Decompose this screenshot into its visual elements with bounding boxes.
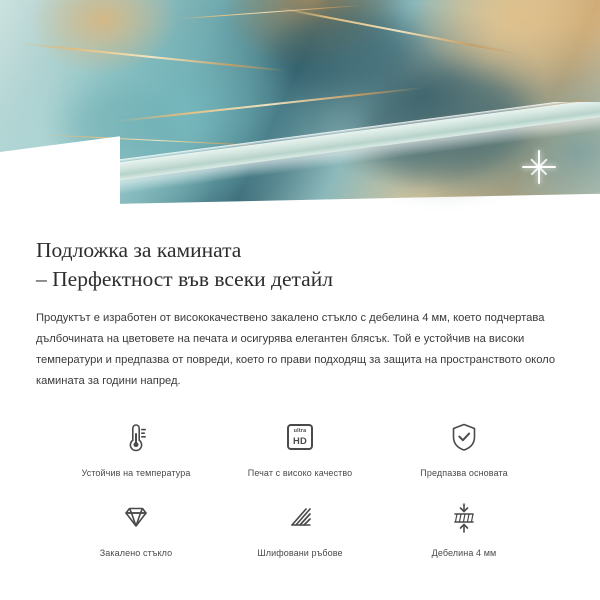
shield-check-icon xyxy=(441,414,487,460)
feature-label: Устойчив на температура xyxy=(81,468,191,478)
feature-item-protects-surface xyxy=(382,414,546,478)
page-title-line-2: – Перфектност във всеки детайл xyxy=(36,267,333,291)
gold-vein xyxy=(278,7,519,55)
thickness-arrows-icon xyxy=(441,494,487,540)
diamond-icon xyxy=(113,494,159,540)
ultra-hd-badge-top-text: ultra xyxy=(293,428,307,435)
marble-gold-veins xyxy=(0,0,600,206)
gold-vein xyxy=(116,87,423,122)
ultra-hd-badge-icon xyxy=(277,414,323,460)
feature-label: Закалено стъкло xyxy=(99,548,173,558)
gold-vein xyxy=(42,134,276,146)
feature-item-temperature-resistant xyxy=(54,414,218,478)
gold-vein xyxy=(332,97,600,146)
feature-grid xyxy=(36,414,564,558)
feature-label: Шлифовани ръбове xyxy=(257,548,343,558)
feature-item-polished-edges xyxy=(218,494,382,558)
page-title xyxy=(36,236,564,294)
feature-label: Печат с високо качество xyxy=(247,468,353,478)
hero-product-image xyxy=(0,0,600,222)
thermometer-icon xyxy=(113,414,159,460)
ultra-hd-badge-bottom-text: HD xyxy=(293,434,307,446)
marble-artwork xyxy=(0,0,600,206)
feature-item-print-quality xyxy=(218,414,382,478)
feature-label: Дебелина 4 мм xyxy=(431,548,497,558)
feature-item-thickness xyxy=(382,494,546,558)
polished-edges-icon xyxy=(277,494,323,540)
page-title-line-1: Подложка за камината xyxy=(36,238,242,262)
feature-item-tempered-glass xyxy=(54,494,218,558)
gold-vein xyxy=(18,42,287,71)
feature-label: Предпазва основата xyxy=(420,468,508,478)
ultra-hd-badge-frame xyxy=(287,424,313,450)
description-paragraph: Продуктът е изработен от висококачествено закалено стъкло с дебелина 4 мм, което подчертава дълбочината на цветовете на печата и осигурява елегантен блясък. Той е устойчив на високи температури и предпазва от повреди, което го прави подходящ за защита на пространството около камината за години напред. xyxy=(36,312,556,387)
content-block xyxy=(0,222,600,558)
